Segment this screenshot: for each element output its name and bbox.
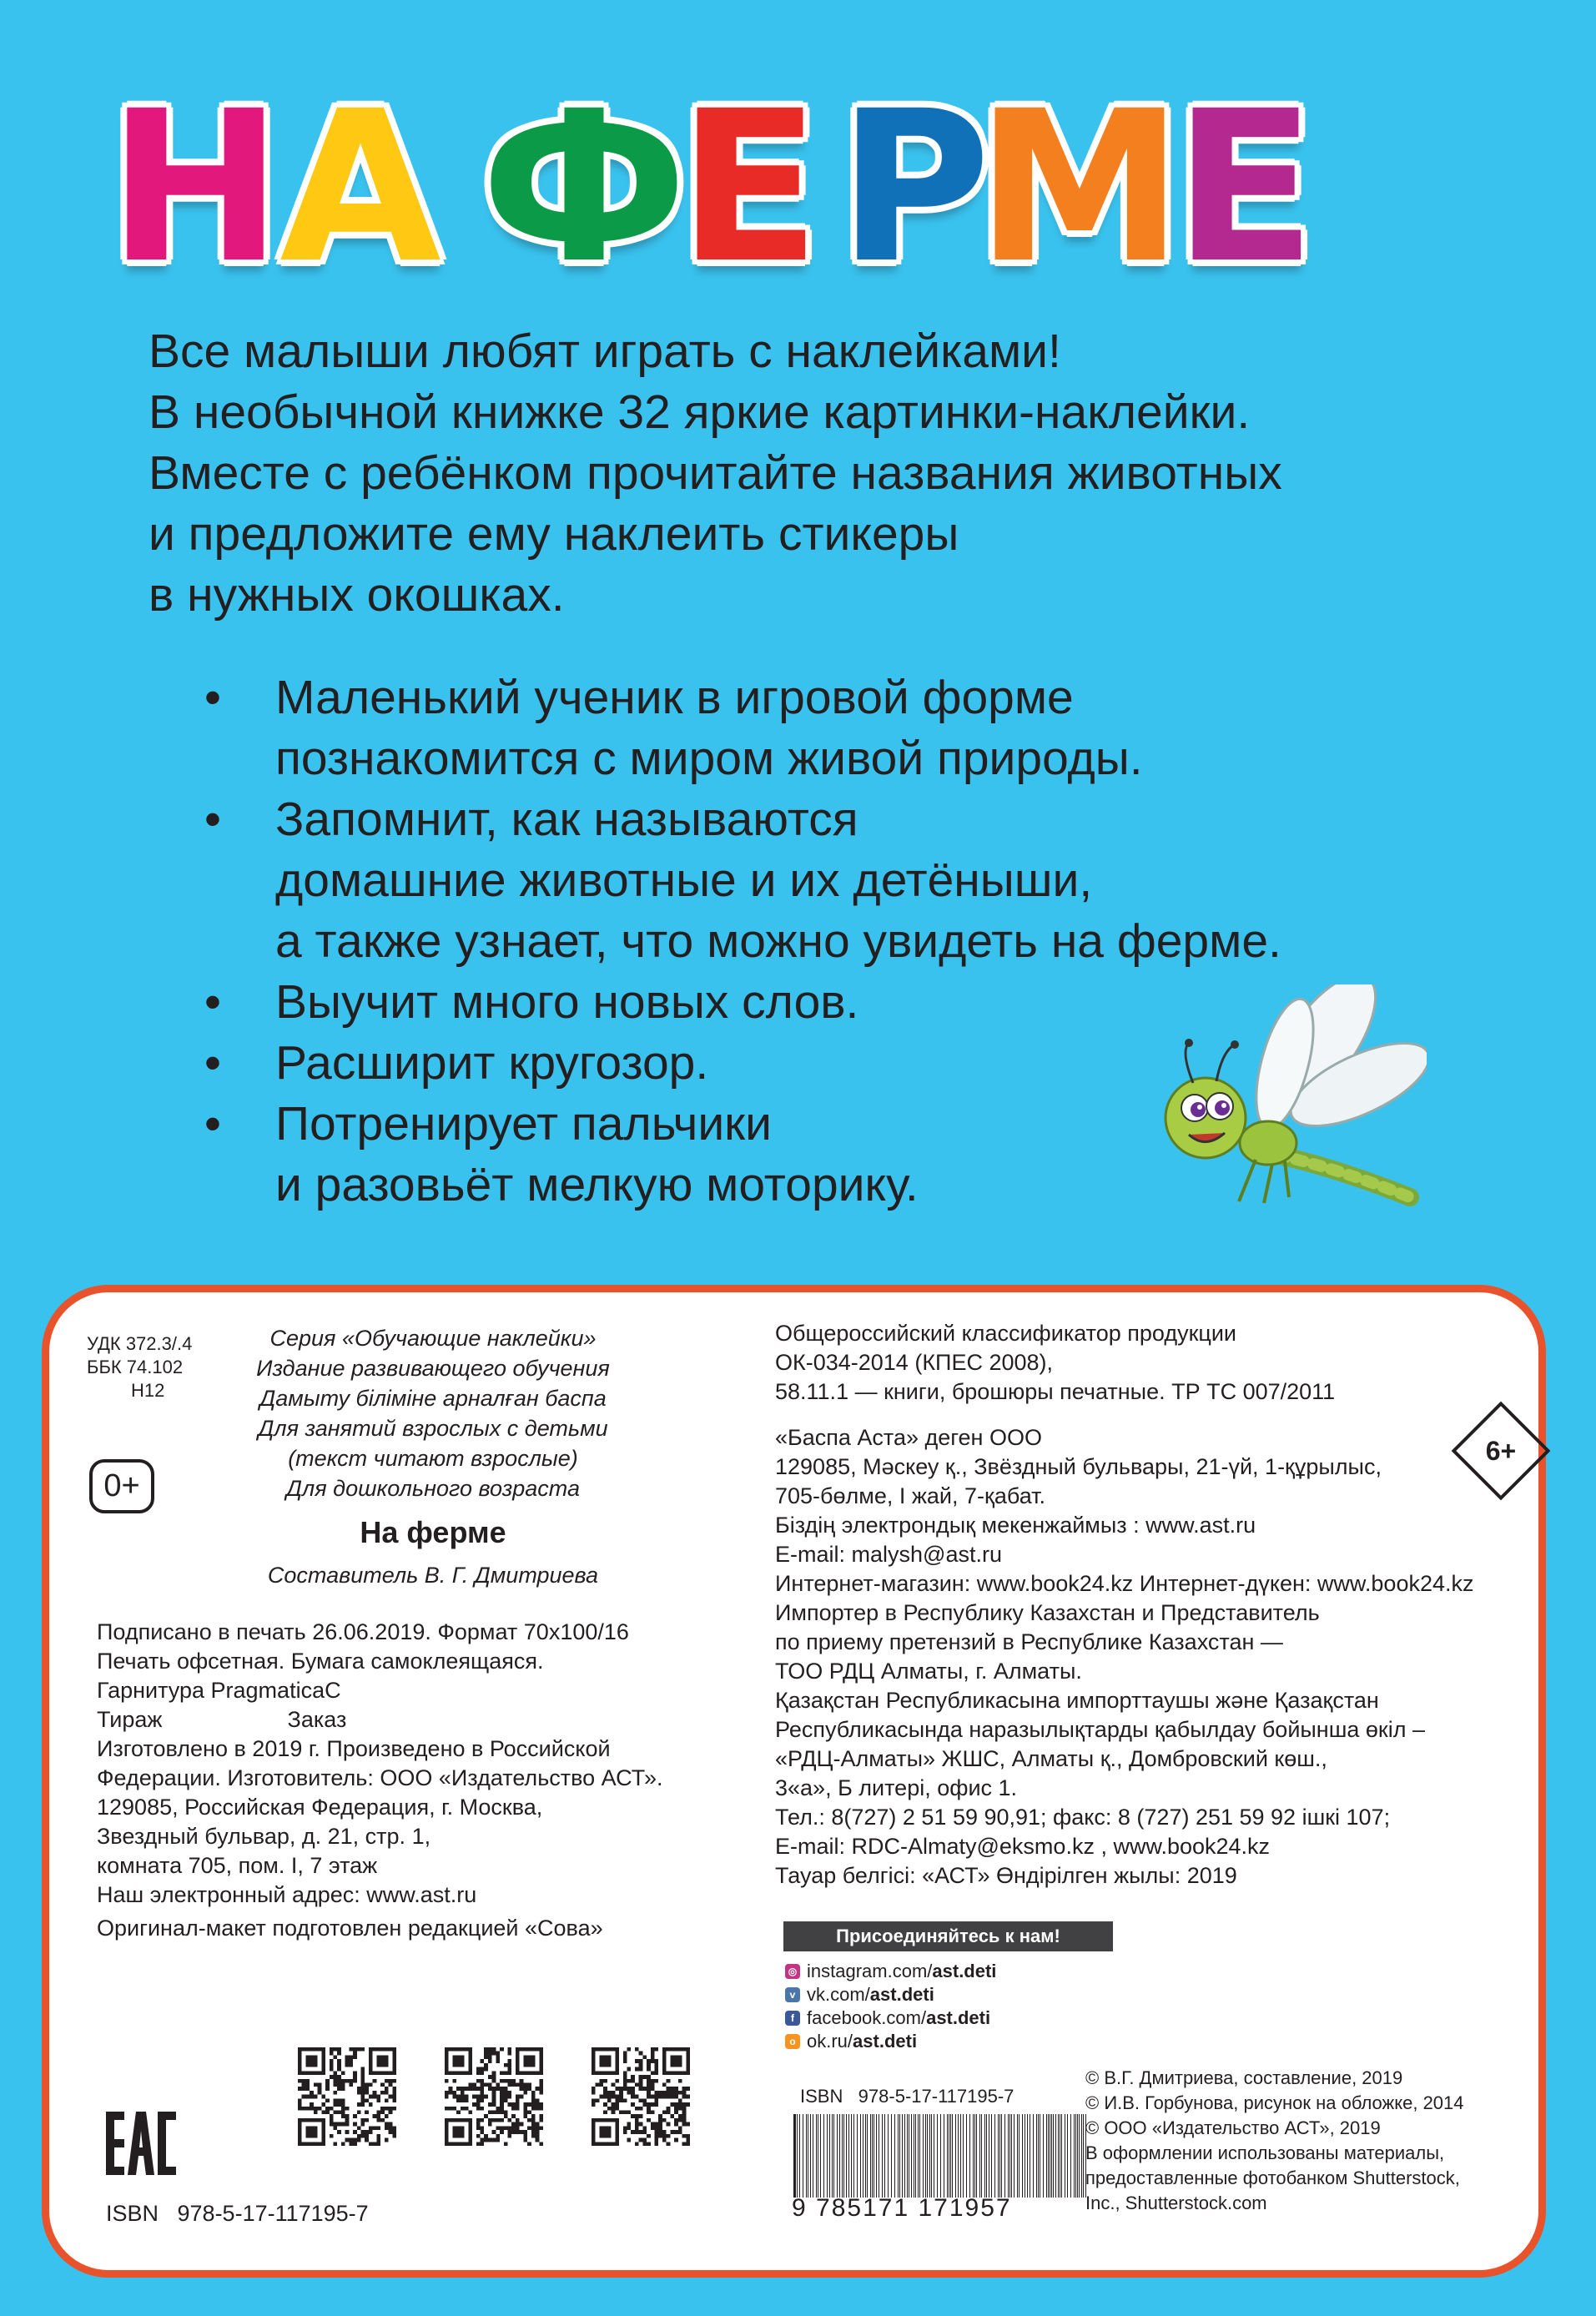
- title-letter: [1166, 66, 1323, 309]
- intro-line: Все малыши любят играть с наклейками!: [149, 325, 1061, 378]
- dragonfly-illustration: [1143, 984, 1427, 1251]
- benefit-item: [204, 667, 1447, 789]
- series-line: Издание развивающего обучения: [256, 1356, 610, 1381]
- isbn-barcode-label: ISBN 978-5-17-117195-7: [800, 2086, 1014, 2107]
- intro-line: и предложите ему наклеить стикеры: [149, 507, 959, 561]
- print-info-line: Изготовлено в 2019 г. Произведено в Российской: [97, 1736, 611, 1761]
- join-us-banner: Присоединяйтесь к нам!: [783, 1921, 1113, 1951]
- qr-code-icon: [445, 2047, 543, 2146]
- kz-line: Қазақстан Республикасына импорттаушы және Қазақстан: [775, 1688, 1379, 1713]
- social-links: [785, 1960, 996, 2053]
- kz-line: ТОО РДЦ Алматы, г. Алматы.: [775, 1659, 1082, 1684]
- book-title-text: На ферме: [360, 1515, 506, 1549]
- benefit-line: Расширит кругозор.: [275, 1036, 709, 1090]
- eac-mark-icon: [99, 2102, 183, 2185]
- age-rating-0-badge: [89, 1459, 154, 1513]
- compiler: Составитель В. Г. Дмитриева: [267, 1563, 599, 1588]
- kz-line: Импортер в Республику Казахстан и Представитель: [775, 1600, 1320, 1625]
- bullet-icon: •: [204, 671, 221, 724]
- title-letter-glyph: Е: [1173, 66, 1317, 309]
- social-handle: ast.deti: [853, 2031, 918, 2052]
- udk-code: УДК 372.3/.4: [87, 1333, 193, 1354]
- bbk-code: ББК 74.102: [87, 1357, 184, 1377]
- age-rating-0: 0+: [103, 1468, 140, 1503]
- author-mark: Н12: [131, 1380, 165, 1401]
- facebook-icon: f: [785, 2011, 800, 2026]
- social-link-ok[interactable]: [785, 2030, 996, 2053]
- social-prefix: facebook.com/: [807, 2007, 927, 2028]
- imprint-panel: [42, 1285, 1546, 2278]
- kz-line: 705-бөлме, I жай, 7-қабат.: [775, 1483, 1045, 1508]
- benefit-line: домашние животные и их детёныши,: [275, 853, 1093, 907]
- bullet-icon: •: [204, 975, 221, 1029]
- title-letter: [671, 66, 828, 309]
- title-letter-glyph: М: [975, 66, 1184, 309]
- bullet-icon: •: [204, 1097, 221, 1150]
- print-info-line: Звездный бульвар, д. 21, стр. 1,: [97, 1824, 431, 1849]
- classifier-line: 58.11.1 — книги, брошюры печатные. ТР ТС 007/2011: [775, 1379, 1336, 1404]
- classifier-line: ОК-034-2014 (КПЕС 2008),: [775, 1350, 1054, 1375]
- title-letter-glyph: А: [279, 66, 441, 309]
- instagram-icon: ◎: [785, 1964, 800, 1979]
- barcode-icon: [790, 2114, 1090, 2198]
- title-letter: [975, 66, 1184, 309]
- kz-line: Тауар белгісі: «АСТ» Өндірілген жылы: 2019: [775, 1863, 1237, 1888]
- kz-line: «Баспа Аста» деген ООО: [775, 1425, 1042, 1450]
- print-info-line: Печать офсетная. Бумага самоклеящаяся.: [97, 1649, 544, 1674]
- intro-line: В необычной книжке 32 яркие картинки-наклейки.: [149, 385, 1251, 439]
- benefit-line: Запомнит, как называются: [275, 793, 858, 846]
- print-info-line: Федерации. Изготовитель: ООО «Издательство АСТ».: [97, 1765, 663, 1790]
- intro-line: в нужных окошках.: [149, 568, 565, 622]
- series-line: (текст читают взрослые): [288, 1446, 578, 1471]
- series-line: Для занятий взрослых с детьми: [258, 1416, 608, 1441]
- kz-line: Біздің электрондық мекенжаймыз : www.ast.ru: [775, 1513, 1256, 1538]
- intro-line: Вместе с ребёнком прочитайте названия животных: [149, 446, 1282, 500]
- social-handle: ast.deti: [869, 1984, 934, 2005]
- kz-line: 129085, Мәскеу қ., Звёздный бульвары, 21-үй, 1-құрылыс,: [775, 1454, 1382, 1479]
- copyright-line: © И.В. Горбунова, рисунок на обложке, 2014: [1085, 2092, 1464, 2113]
- copyright-line: © ООО «Издательство АСТ», 2019: [1085, 2117, 1381, 2138]
- benefit-item: [204, 789, 1447, 972]
- social-link-instagram[interactable]: [785, 1960, 996, 1983]
- print-info-line: Подписано в печать 26.06.2019. Формат 70х100/16: [97, 1619, 629, 1644]
- kz-line: «РДЦ-Алматы» ЖШС, Алматы қ., Домбровский көш.,: [775, 1746, 1327, 1771]
- series-line: Дамыту біліміне арналған баспа: [259, 1386, 607, 1411]
- benefit-line: а также узнает, что можно увидеть на ферме.: [275, 914, 1281, 968]
- series-line: Для дошкольного возраста: [285, 1476, 580, 1501]
- series-line: Серия «Обучающие наклейки»: [269, 1326, 597, 1351]
- kz-line: Тел.: 8(727) 2 51 59 90,91; факс: 8 (727) 251 59 92 ішкі 107;: [775, 1805, 1391, 1830]
- print-info-line: комната 705, пом. I, 7 этаж: [97, 1853, 378, 1878]
- print-info-line: Оригинал-макет подготовлен редакцией «Сова»: [97, 1916, 603, 1941]
- intro-text: [149, 321, 1450, 626]
- ok-icon: о: [785, 2034, 800, 2049]
- title-letter-glyph: Ф: [481, 66, 687, 309]
- title-letter: [279, 66, 441, 309]
- copyright-line: © В.Г. Дмитриева, составление, 2019: [1085, 2067, 1403, 2088]
- barcode-digits: 9 785171 171957: [792, 2194, 1012, 2222]
- social-prefix: vk.com/: [807, 1984, 870, 2005]
- social-handle: ast.deti: [932, 1961, 997, 1981]
- benefit-line: Выучит много новых слов.: [275, 975, 859, 1029]
- vk-icon: v: [785, 1987, 800, 2002]
- print-info-line: Тираж Заказ: [97, 1707, 347, 1732]
- title-letter-glyph: Н: [108, 66, 283, 309]
- benefit-line: Маленький ученик в игровой форме: [275, 671, 1074, 724]
- bullet-icon: •: [204, 793, 221, 846]
- benefit-line: Потренирует пальчики: [275, 1097, 772, 1150]
- kz-line: по приему претензий в Республике Казахстан —: [775, 1629, 1283, 1654]
- title-letter-glyph: Е: [677, 66, 821, 309]
- benefit-line: познакомится с миром живой природы.: [275, 732, 1143, 785]
- kz-line: E-mail: malysh@ast.ru: [775, 1542, 1002, 1567]
- kz-line: E-mail: RDC-Almaty@eksmo.kz , www.book24.kz: [775, 1834, 1271, 1859]
- copyright-line: предоставленные фотобанком Shutterstock,: [1085, 2167, 1460, 2188]
- social-link-facebook[interactable]: [785, 2006, 996, 2030]
- print-info-line: 129085, Российская Федерация, г. Москва,: [97, 1795, 543, 1820]
- copyright-line: Inc., Shutterstock.com: [1085, 2193, 1267, 2213]
- benefit-line: и разовьёт мелкую моторику.: [275, 1158, 919, 1211]
- title-letter: [481, 66, 687, 309]
- book-title-logo: [108, 66, 1468, 309]
- print-info-line: Наш электронный адрес: www.ast.ru: [97, 1882, 477, 1907]
- age-rating-6: 6+: [1485, 1435, 1517, 1466]
- social-handle: ast.deti: [926, 2007, 991, 2028]
- print-info-line: Гарнитура PragmaticaC: [97, 1678, 341, 1703]
- copyright-line: В оформлении использованы материалы,: [1085, 2142, 1445, 2163]
- kz-line: Республикасында наразылықтарды қабылдау бойынша өкіл –: [775, 1717, 1425, 1742]
- social-link-vk[interactable]: [785, 1983, 996, 2006]
- qr-code-icon: [592, 2047, 690, 2146]
- social-prefix: instagram.com/: [807, 1961, 933, 1981]
- age-rating-6-badge: [1452, 1402, 1551, 1501]
- classifier-line: Общероссийский классификатор продукции: [775, 1321, 1237, 1346]
- title-letter-glyph: Р: [838, 66, 991, 309]
- kz-line: 3«а», Б литері, офис 1.: [775, 1775, 1018, 1800]
- bullet-icon: •: [204, 1036, 221, 1090]
- social-prefix: ok.ru/: [807, 2031, 853, 2052]
- qr-code-icon: [298, 2047, 396, 2146]
- title-letter: [108, 66, 283, 309]
- title-letter: [836, 66, 993, 309]
- isbn-bottom: ISBN 978-5-17-117195-7: [106, 2201, 369, 2226]
- kz-line: Интернет-магазин: www.book24.kz Интернет-дүкен: www.book24.kz: [775, 1571, 1474, 1596]
